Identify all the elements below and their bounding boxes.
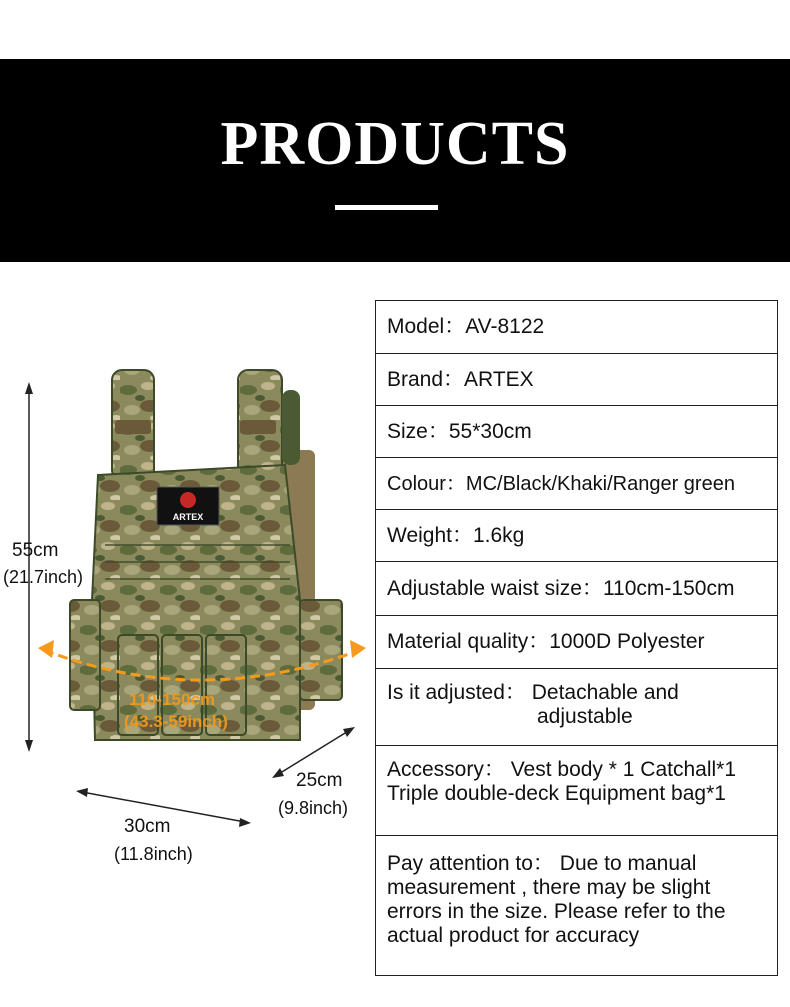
- model-value: AV-8122: [465, 315, 545, 338]
- colour-value: MC/Black/Khaki/Ranger green: [465, 472, 735, 495]
- attention-label: Pay attention to：: [387, 852, 554, 875]
- model-label: Model：: [387, 315, 466, 338]
- adjusted-value-line1: Detachable and: [531, 681, 679, 704]
- brand-logo-icon: [180, 492, 196, 508]
- spec-row-weight: [376, 510, 777, 562]
- spec-row-attention: [376, 836, 777, 975]
- accessory-value-line2: Triple double-deck Equipment bag*1: [387, 782, 726, 805]
- header-banner: [0, 59, 790, 262]
- left-cummerbund: [70, 600, 100, 710]
- weight-label: Weight：: [387, 523, 473, 547]
- buckle: [115, 420, 151, 434]
- accessory-label: Accessory：: [387, 758, 505, 781]
- product-figure: [0, 300, 370, 900]
- material-value: 1000D Polyester: [549, 630, 705, 653]
- brand-label: Brand：: [387, 367, 465, 391]
- waist-value: 110cm-150cm: [602, 576, 735, 600]
- size-label: Size：: [387, 419, 449, 443]
- spec-row-size: [376, 406, 777, 458]
- brand-value: ARTEX: [464, 367, 534, 391]
- spec-row-accessory: [376, 746, 777, 836]
- height-cm-label: 55cm: [12, 540, 59, 561]
- width-inch-label: (11.8inch): [114, 844, 193, 864]
- spec-row-colour: [376, 458, 777, 510]
- adjusted-label: Is it adjusted：: [387, 681, 526, 704]
- spec-row-model: [376, 301, 777, 354]
- spec-table: [375, 300, 778, 976]
- spec-row-adjusted: [376, 669, 777, 746]
- buckle: [240, 420, 276, 434]
- spec-row-brand: [376, 354, 777, 406]
- title-underline: [335, 205, 438, 210]
- colour-label: Colour：: [387, 472, 466, 495]
- accessory-value-line1: Vest body * 1 Catchall*1: [510, 758, 737, 781]
- spec-row-material: [376, 616, 777, 669]
- height-inch-label: (21.7inch): [3, 567, 84, 587]
- waist-label: Adjustable waist size：: [387, 576, 603, 600]
- waist-inch-label: (43.3-59inch): [124, 712, 228, 731]
- brand-patch-text: ARTEX: [172, 512, 204, 522]
- right-cummerbund: [300, 600, 342, 700]
- depth-cm-label: 25cm: [296, 770, 343, 791]
- weight-value: 1.6kg: [472, 523, 525, 547]
- shoulder-pad: [282, 390, 300, 465]
- attention-value: Due to manual measurement , there may be slight errors in the size. Please refer to the actual product for accuracy: [387, 852, 726, 947]
- width-cm-label: 30cm: [124, 816, 171, 837]
- depth-inch-label: (9.8inch): [278, 798, 349, 818]
- spec-row-waist: [376, 562, 777, 616]
- adjusted-value-line2: adjustable: [537, 705, 633, 728]
- material-label: Material quality：: [387, 630, 550, 653]
- size-value: 55*30cm: [448, 419, 532, 443]
- waist-cm-label: 110-150cm: [129, 690, 216, 709]
- waist-arrow-right: [350, 640, 366, 658]
- page-title: PRODUCTS: [220, 110, 570, 178]
- waist-arrow-left: [38, 640, 54, 658]
